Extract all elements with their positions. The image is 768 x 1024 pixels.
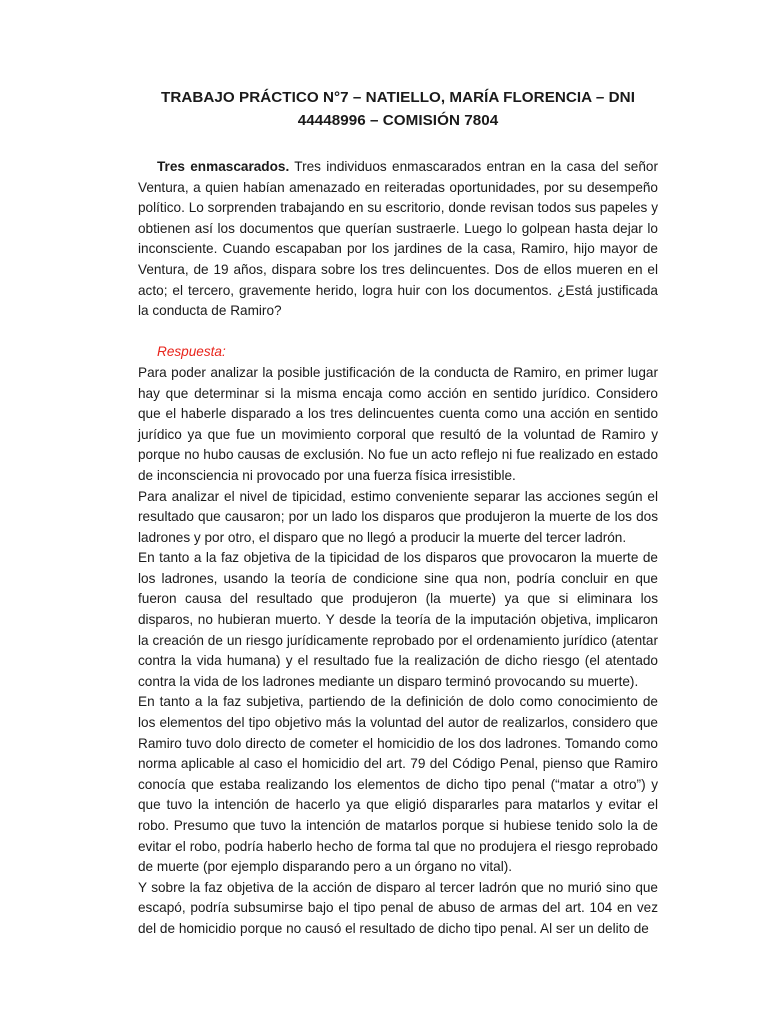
answer-paragraph-3: En tanto a la faz objetiva de la tipicidad de los disparos que provocaron la muerte de los ladrones, usando la teoría de condicione sine qua non, podría concluir en que fueron causa del resultado que produjeron (la muerte) ya que si eliminara los disparos, no hubieran muerto. Y desde la teoría de la imputación objetiva, implicaron la creación de un riesgo jurídicamente reprobado por el ordenamiento jurídico (atentar contra la vida humana) y el resultado fue la realización de dicho riesgo (el atentado contra la vida de los ladrones mediante un disparo terminó provocando su muerte).	[138, 550, 658, 689]
answer-label: Respuesta:	[157, 344, 226, 360]
case-text: Tres individuos enmascarados entran en la casa del señor Ventura, a quien habían amenazado en reiteradas oportunidades, por su desempeño político. Lo sorprenden trabajando en su escritorio, donde revisan todos sus papeles y obtienen así los documentos que querían sustraerle. Luego lo golpean hasta dejar lo inconsciente. Cuando escapaban por los jardines de la casa, Ramiro, hijo mayor de Ventura, de 19 años, dispara sobre los tres delincuentes. Dos de ellos mueren en el acto; el tercero, gravemente herido, logra huir con los documentos. ¿Está justificada la conducta de Ramiro?	[138, 159, 658, 319]
document-title	[138, 86, 658, 132]
title-line-1: TRABAJO PRÁCTICO N°7 – NATIELLO, MARÍA FLORENCIA – DNI	[161, 89, 635, 106]
answer-paragraph-1: Para poder analizar la posible justificación de la conducta de Ramiro, en primer lugar hay que determinar si la misma encaja como acción en sentido jurídico. Considero que el haberle disparado a los tres delincuentes cuenta como una acción en sentido jurídico ya que fue un movimiento corporal que resultó de la voluntad de Ramiro y porque no hubo causas de exclusión. No fue un acto reflejo ni fue realizado en estado de inconsciencia ni provocado por una fuerza física irresistible.	[138, 364, 658, 483]
case-title: Tres enmascarados.	[157, 159, 290, 174]
answer-paragraph-5: Y sobre la faz objetiva de la acción de disparo al tercer ladrón que no murió sino que escapó, podría subsumirse bajo el tipo penal de abuso de armas del art. 104 en vez del de homicidio porque no causó el resultado de dicho tipo penal. Al ser un delito de	[138, 879, 658, 936]
title-line-2: 44448996 – COMISIÓN 7804	[297, 112, 499, 129]
document-body	[138, 157, 658, 940]
case-paragraph	[138, 157, 658, 322]
answer-paragraph-4: En tanto a la faz subjetiva, partiendo de la definición de dolo como conocimiento de los elementos del tipo objetivo más la voluntad del autor de realizarlos, considero que Ramiro tuvo dolo directo de cometer el homicidio de los dos ladrones. Tomando como norma aplicable al caso el homicidio del art. 79 del Código Penal, pienso que Ramiro conocía que estaba realizando los elementos de dicho tipo penal (“matar a otro”) y que tuvo la intención de hacerlo ya que eligió dispararles para matarlos y evitar el robo. Presumo que tuvo la intención de matarlos porque si hubiese tenido solo la de evitar el robo, podría haberlo hecho de forma tal que no produjera el riesgo reprobado de muerte (por ejemplo disparando pero a un órgano no vital).	[138, 694, 658, 875]
answer-paragraph-2: Para analizar el nivel de tipicidad, estimo conveniente separar las acciones según el resultado que causaron; por un lado los disparos que produjeron la muerte de los dos ladrones y por otro, el disparo que no llegó a producir la muerte del tercer ladrón.	[138, 488, 658, 545]
